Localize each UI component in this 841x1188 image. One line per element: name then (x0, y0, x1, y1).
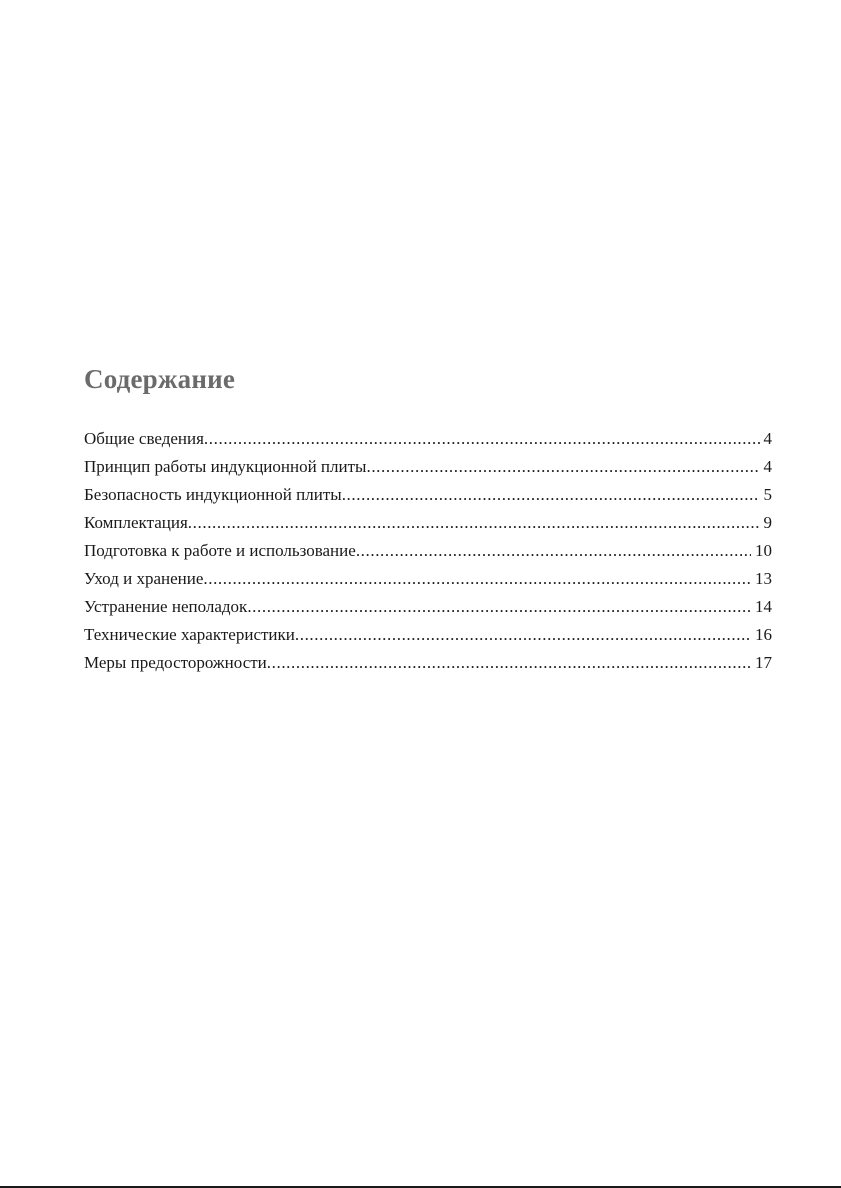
toc-page-number: 4 (763, 457, 772, 476)
toc-entry-label: Технические характеристики (84, 625, 295, 644)
toc-dot-leader (188, 512, 760, 534)
toc-page-number: 17 (755, 653, 772, 672)
toc-entry-package[interactable] (84, 512, 772, 540)
toc-dot-leader (247, 596, 751, 618)
toc-page-number: 16 (755, 625, 772, 644)
toc-dot-leader (342, 484, 760, 506)
toc-title: Содержание (84, 364, 236, 394)
toc-dot-leader (366, 456, 759, 478)
toc-entry-precautions[interactable] (84, 652, 772, 680)
toc-entry-principle[interactable] (84, 456, 772, 484)
toc-dot-leader (203, 568, 751, 590)
toc-page-number: 4 (763, 429, 772, 448)
toc-entry-label: Комплектация (84, 513, 188, 532)
toc-entry-troubleshooting[interactable] (84, 596, 772, 624)
toc-entry-label: Меры предосторожности (84, 653, 267, 672)
toc-page-number: 10 (755, 541, 772, 560)
toc-entry-label: Общие сведения (84, 429, 204, 448)
toc-dot-leader (356, 540, 751, 562)
toc-entry-label: Подготовка к работе и использование (84, 541, 356, 560)
toc-dot-leader (295, 624, 751, 646)
toc-entry-preparation[interactable] (84, 540, 772, 568)
toc-list (84, 428, 772, 680)
toc-page-number: 14 (755, 597, 772, 616)
toc-entry-safety[interactable] (84, 484, 772, 512)
toc-entry-label: Безопасность индукционной плиты (84, 485, 342, 504)
toc-entry-specifications[interactable] (84, 624, 772, 652)
toc-entry-care[interactable] (84, 568, 772, 596)
toc-page-number: 5 (763, 485, 772, 504)
toc-dot-leader (267, 652, 751, 674)
toc-entry-label: Устранение неполадок (84, 597, 248, 616)
toc-page-number: 13 (755, 569, 772, 588)
toc-entry-label: Принцип работы индукционной плиты (84, 457, 367, 476)
toc-entry-general[interactable] (84, 428, 772, 456)
toc-dot-leader (204, 428, 760, 450)
toc-page-number: 9 (763, 513, 772, 532)
toc-entry-label: Уход и хранение (84, 569, 204, 588)
